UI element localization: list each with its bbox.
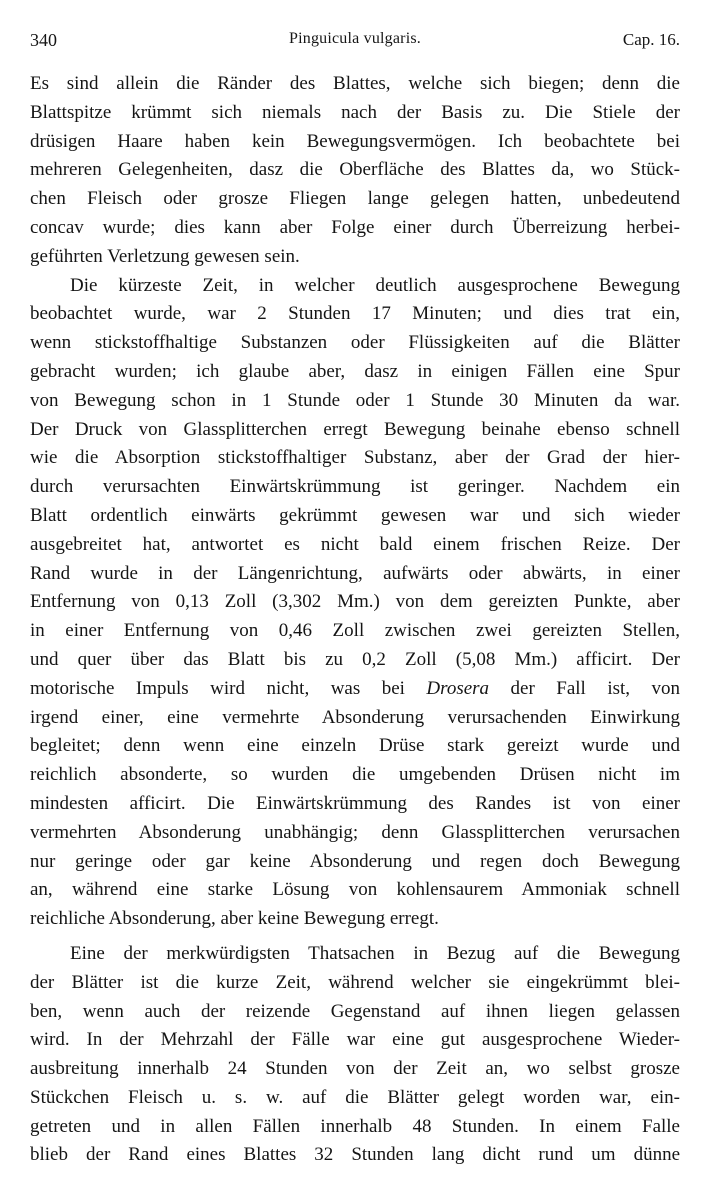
text-line: Eine der merkwürdigsten Thatsachen in Bezug auf die Bewegung	[70, 942, 680, 964]
text-line: und quer über das Blatt bis zu 0,2 Zoll (5,08 Mm.) afficirt. Der	[30, 648, 680, 670]
text-line: mehreren Gelegenheiten, dasz die Oberfläche des Blattes da, wo Stück-	[30, 159, 680, 181]
text-line: wenn stickstoffhaltige Substanzen oder Flüssigkeiten auf die Blätter	[30, 332, 680, 354]
paragraph	[30, 70, 680, 272]
text-line: in einer Entfernung von 0,46 Zoll zwischen zwei gereizten Stellen,	[30, 620, 680, 642]
text-line: reichliche Absonderung, aber keine Bewegung erregt.	[30, 908, 439, 930]
text-line: geführten Verletzung gewesen sein.	[30, 245, 300, 267]
text-line: chen Fleisch oder grosze Fliegen lange gelegen hatten, unbedeutend	[30, 188, 680, 210]
text-line: Blatt ordentlich einwärts gekrümmt gewesen war und sich wieder	[30, 504, 680, 526]
text-line: der Blätter ist die kurze Zeit, während welcher sie eingekrümmt blei-	[30, 971, 680, 993]
chapter-label: Cap. 16.	[622, 30, 680, 49]
text-line: Der Druck von Glassplitterchen erregt Bewegung beinahe ebenso schnell	[30, 418, 680, 440]
text-line: Stückchen Fleisch u. s. w. auf die Blätter gelegt worden war, ein-	[30, 1086, 680, 1108]
text-line-with-italic	[30, 675, 680, 704]
text-line: irgend einer, eine vermehrte Absonderung verursachenden Einwirkung	[30, 706, 680, 728]
text-line: begleitet; denn wenn eine einzeln Drüse stark gereizt wurde und	[30, 735, 680, 757]
text-line: drüsigen Haare haben kein Bewegungsvermögen. Ich beobachtete bei	[30, 130, 680, 152]
text-segment: der Fall ist, von	[489, 677, 680, 699]
text-line: gebracht wurden; ich glaube aber, dasz in einigen Fällen eine Spur	[30, 360, 680, 382]
text-line: ausgebreitet hat, antwortet es nicht bald einem frischen Reize. Der	[30, 533, 680, 555]
text-line: wird. In der Mehrzahl der Fälle war eine gut ausgesprochene Wieder-	[30, 1029, 680, 1051]
text-line: beobachtet wurde, war 2 Stunden 17 Minuten; und dies trat ein,	[30, 303, 680, 325]
text-line: Rand wurde in der Längenrichtung, aufwärts oder abwärts, in einer	[30, 562, 680, 584]
text-line: an, während eine starke Lösung von kohlensaurem Ammoniak schnell	[30, 879, 680, 901]
text-line: Blattspitze krümmt sich niemals nach der Basis zu. Die Stiele der	[30, 101, 680, 123]
text-line: ben, wenn auch der reizende Gegenstand auf ihnen liegen gelassen	[30, 1000, 680, 1022]
text-line: vermehrten Absonderung unabhängig; denn Glassplitterchen verursachen	[30, 821, 680, 843]
text-line: getreten und in allen Fällen innerhalb 48 Stunden. In einem Falle	[30, 1115, 680, 1137]
text-line: concav wurde; dies kann aber Folge einer durch Überreizung herbei-	[30, 216, 680, 238]
paragraph	[30, 940, 680, 1170]
text-line: Entfernung von 0,13 Zoll (3,302 Mm.) von dem gereizten Punkte, aber	[30, 591, 680, 613]
page-number: 340	[30, 30, 57, 50]
body-text	[30, 70, 680, 1170]
paragraph	[30, 272, 680, 934]
text-line: reichlich absonderte, so wurden die umgebenden Drüsen nicht im	[30, 764, 680, 786]
text-line: von Bewegung schon in 1 Stunde oder 1 Stunde 30 Minuten da war.	[30, 389, 680, 411]
running-title: Pinguicula vulgaris.	[289, 30, 421, 47]
text-line: nur geringe oder gar keine Absonderung und regen doch Bewegung	[30, 850, 680, 872]
text-line: durch verursachten Einwärtskrümmung ist geringer. Nachdem ein	[30, 476, 680, 498]
text-line: Die kürzeste Zeit, in welcher deutlich ausgesprochene Bewegung	[70, 274, 680, 296]
page-header	[30, 30, 680, 56]
text-line: Es sind allein die Ränder des Blattes, welche sich biegen; denn die	[30, 73, 680, 94]
text-segment: motorische Impuls wird nicht, was bei	[30, 677, 427, 699]
text-line: ausbreitung innerhalb 24 Stunden von der Zeit an, wo selbst grosze	[30, 1058, 680, 1080]
text-line: wie die Absorption stickstoffhaltiger Substanz, aber der Grad der hier-	[30, 447, 680, 469]
italic-genus-name: Drosera	[426, 677, 490, 699]
text-line: mindesten afficirt. Die Einwärtskrümmung des Randes ist von einer	[30, 792, 680, 814]
text-line: blieb der Rand eines Blattes 32 Stunden lang dicht rund um dünne	[30, 1144, 680, 1166]
